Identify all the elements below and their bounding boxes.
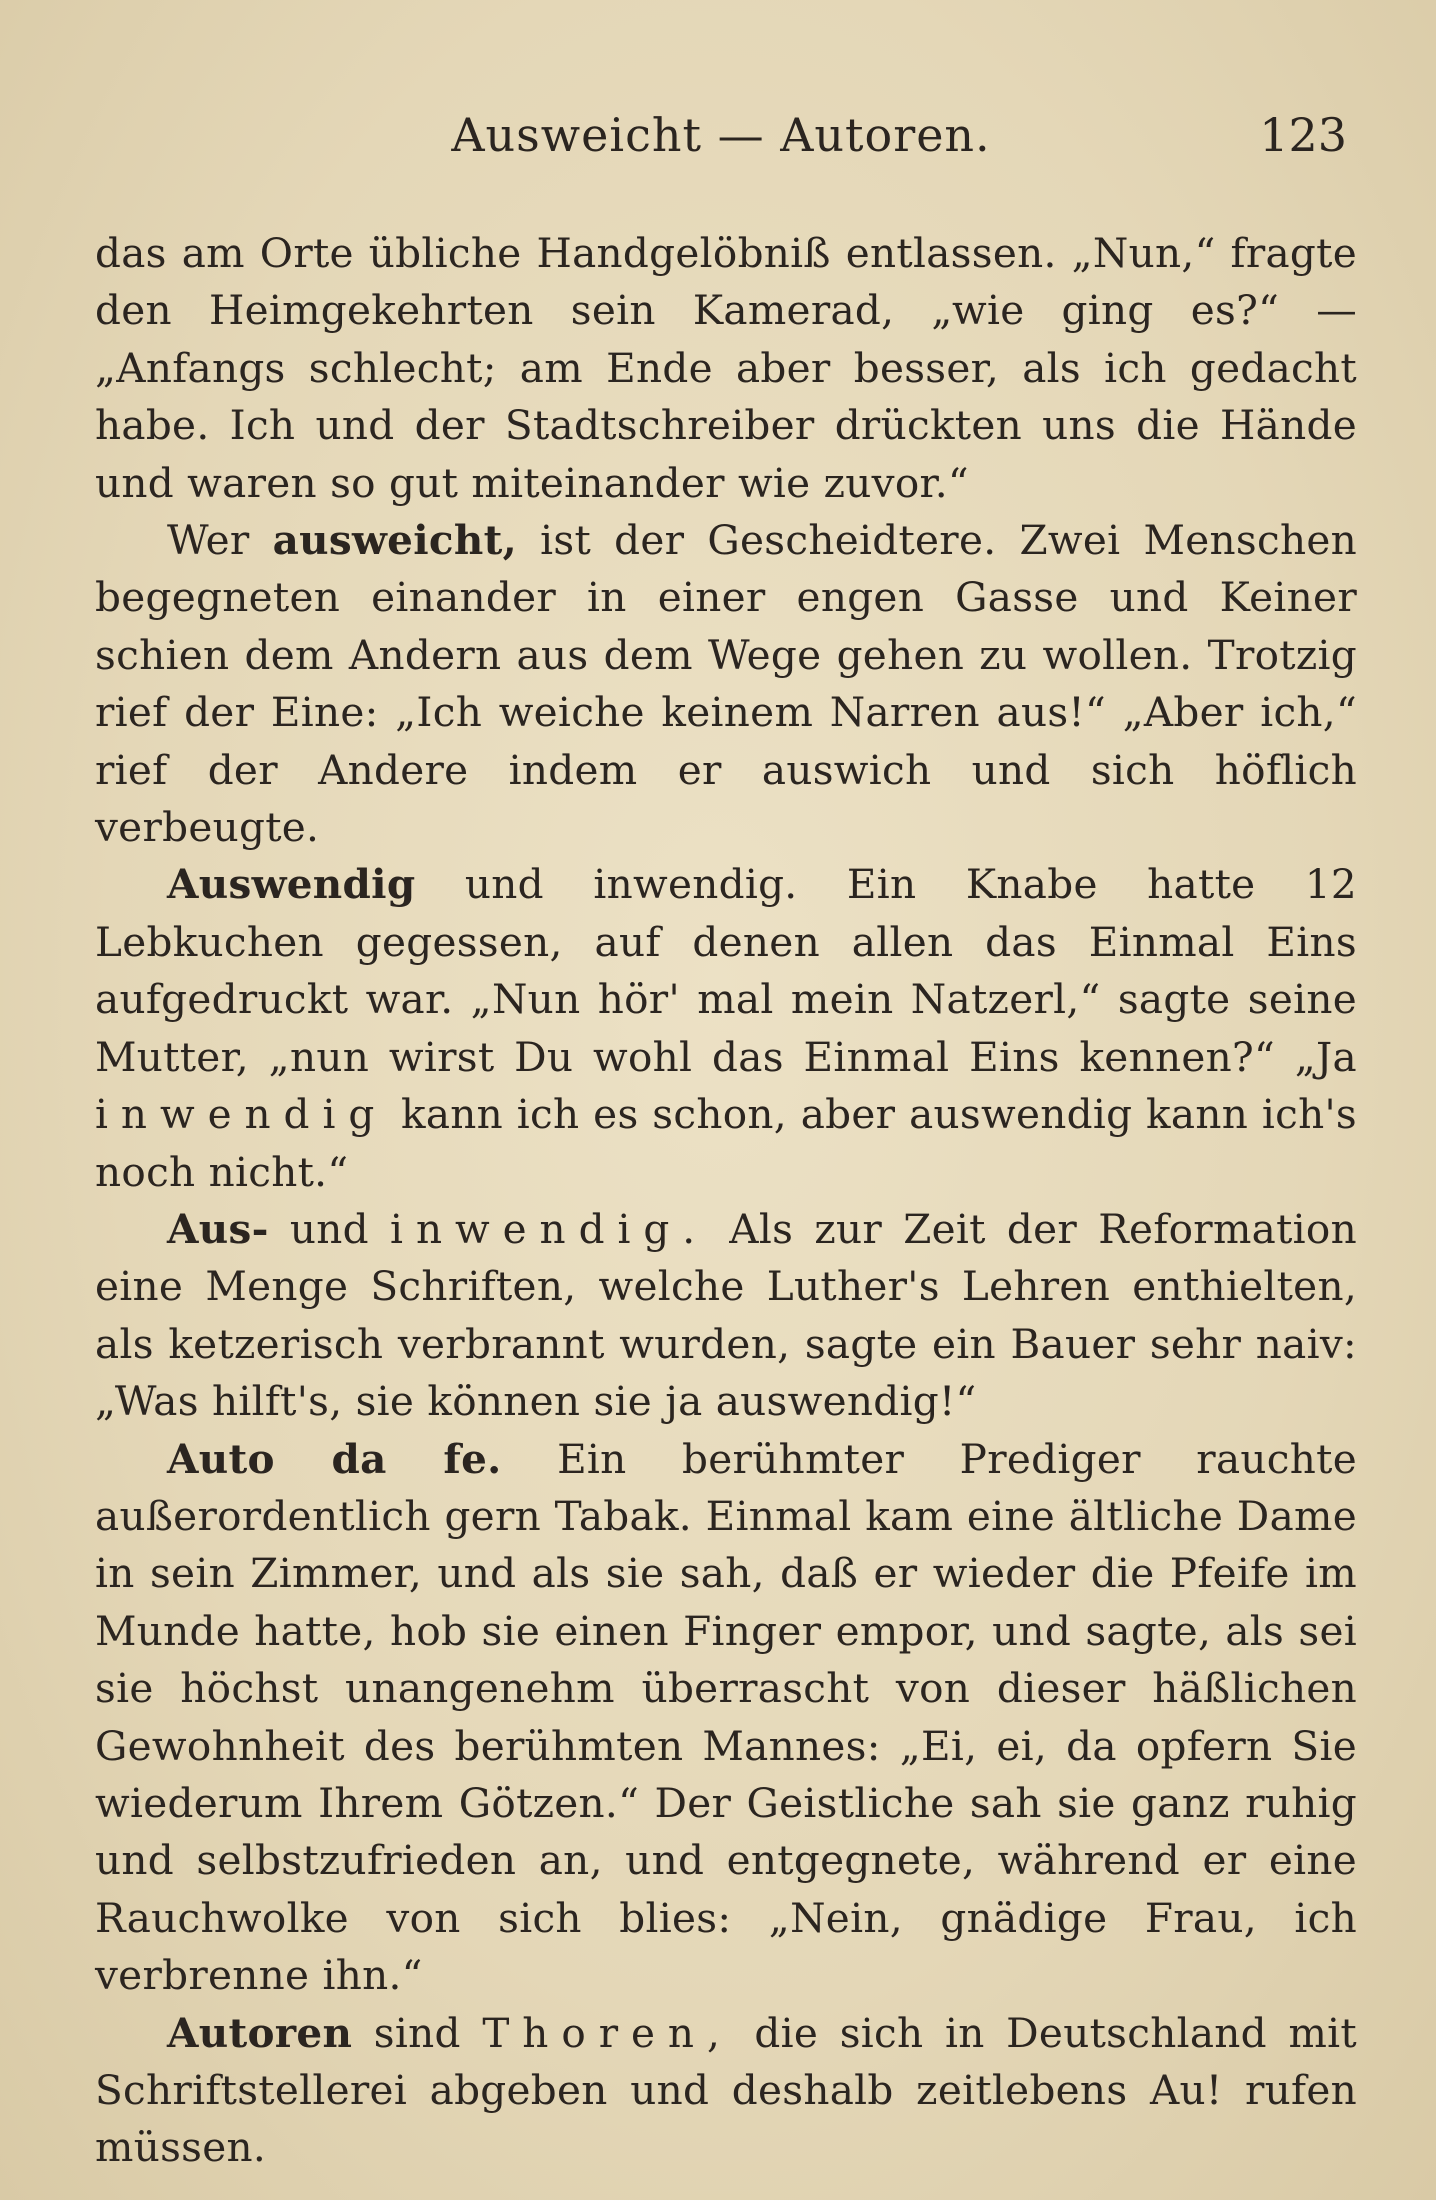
entry-lemma: Autoren	[167, 2008, 353, 2057]
entry-ausweicht	[95, 512, 1357, 856]
page-number: 123	[1259, 108, 1347, 162]
entry-aus-und-inwendig	[95, 1201, 1357, 1431]
entry-spaced-word: inwendig.	[390, 1204, 709, 1253]
entry-lead-text: Wer	[167, 516, 273, 565]
entry-text: und	[268, 1204, 391, 1253]
entry-auto-da-fe	[95, 1431, 1357, 2005]
entry-text-continued: die sich in Deutschland mit Schriftstellerei abgeben und deshalb zeitlebens Au! rufen müssen.	[95, 2008, 1358, 2172]
entry-lemma: Auto da fe.	[167, 1434, 502, 1483]
entry-spaced-word: inwendig	[95, 1090, 388, 1139]
entry-lemma: ausweicht,	[272, 516, 518, 565]
entry-text: und inwendig. Ein Knabe hatte 12 Lebkuchen gegessen, auf denen allen das Einmal Eins aufgedruckt war. „Nun hör' mal mein Natzerl,“ sagte seine Mutter, „nun wirst Du wohl das Einmal Eins kennen?“ „Ja	[95, 860, 1357, 1081]
entry-text: Ein berühmter Prediger rauchte außerordentlich gern Tabak. Einmal kam eine ältliche Dame in sein Zimmer, und als sie sah, daß er wieder die Pfeife im Munde hatte, hob sie einen Finger empor, und sagte, als sei sie höchst unangenehm überrascht von dieser häßlichen Gewohnheit des berühmten Mannes: „Ei, ei, da opfern Sie wiederum Ihrem Götzen.“ Der Geistliche sah sie ganz ruhig und selbstzufrieden an, und entgegnete, während er eine Rauchwolke von sich blies: „Nein, gnädige Frau, ich verbrenne ihn.“	[95, 1434, 1357, 2000]
entry-spaced-word: Thoren,	[482, 2008, 733, 2057]
paragraph-continuation	[95, 225, 1357, 512]
paragraph-text: das am Orte übliche Handgelöbniß entlassen. „Nun,“ fragte den Heimgekehrten sein Kamerad, „wie ging es?“ — „Anfangs schlecht; am Ende aber besser, als ich gedacht habe. Ich und der Stadtschreiber drückten uns die Hände und waren so gut miteinander wie zuvor.“	[95, 229, 1357, 507]
entry-auswendig	[95, 856, 1357, 1200]
body-text	[95, 225, 1357, 2177]
entry-autoren	[95, 2005, 1357, 2177]
entry-lemma: Aus-	[167, 1204, 269, 1253]
entry-text-continued: kann ich es schon, aber auswendig kann ich's noch nicht.“	[95, 1090, 1357, 1196]
entry-text-continued: Als zur Zeit der Reformation eine Menge Schriften, welche Luther's Lehren enthielten, als ketzerisch verbrannt wurden, sagte ein Bauer sehr naiv: „Was hilft's, sie können sie ja auswendig!“	[95, 1204, 1357, 1426]
page-header	[95, 108, 1347, 178]
entry-text: ist der Gescheidtere. Zwei Menschen begegneten einander in einer engen Gasse und Keiner schien dem Andern aus dem Wege gehen zu wollen. Trotzig rief der Eine: „Ich weiche keinem Narren aus!“ „Aber ich,“ rief der Andere indem er auswich und sich höflich verbeugte.	[95, 516, 1357, 852]
entry-text: sind	[352, 2008, 483, 2057]
entry-lemma: Auswendig	[167, 860, 416, 909]
running-head: Ausweicht — Autoren.	[451, 108, 991, 162]
